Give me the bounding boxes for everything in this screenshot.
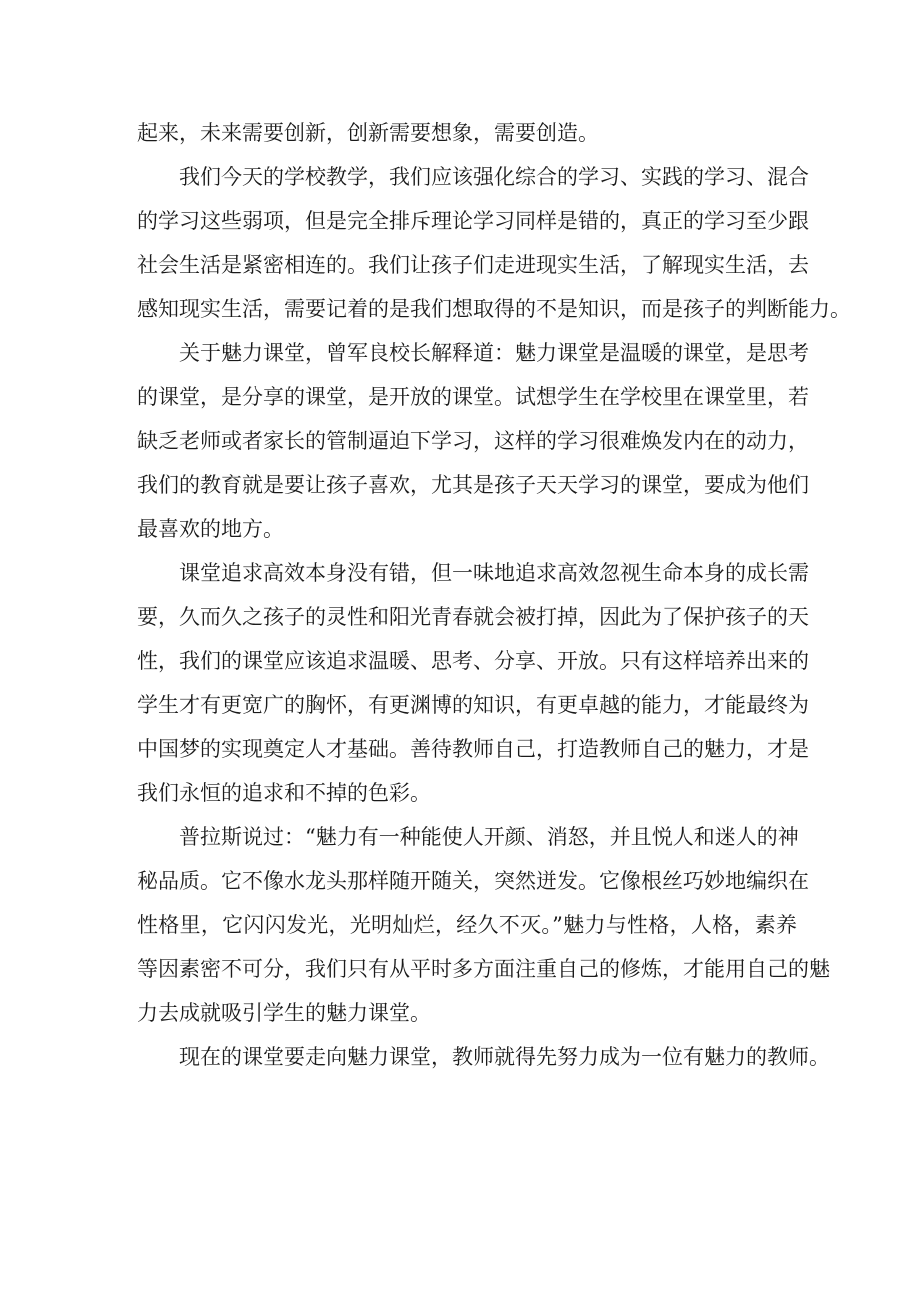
text-line: 要，久而久之孩子的灵性和阳光青春就会被打掉，因此为了保护孩子的天 <box>137 605 809 629</box>
text-line: 感知现实生活，需要记着的是我们想取得的不是知识，而是孩子的判断能力。 <box>137 297 851 321</box>
text-line: 我们永恒的追求和不掉的色彩。 <box>137 781 431 805</box>
text-line: 缺乏老师或者家长的管制逼迫下学习，这样的学习很难焕发内在的动力， <box>137 429 809 453</box>
text-line: 性格里，它闪闪发光，光明灿烂，经久不灭。”魅力与性格，人格，素养 <box>137 913 797 937</box>
paragraph <box>137 815 830 1035</box>
text-line: 普拉斯说过：“魅力有一种能使人开颜、消怒，并且悦人和迷人的神 <box>179 825 799 849</box>
text-line: 的课堂，是分享的课堂，是开放的课堂。试想学生在学校里在课堂里，若 <box>137 385 809 409</box>
text-line: 我们的教育就是要让孩子喜欢，尤其是孩子天天学习的课堂，要成为他们 <box>137 473 809 497</box>
text-line: 现在的课堂要走向魅力课堂，教师就得先努力成为一位有魅力的教师。 <box>179 1045 830 1069</box>
text-line: 关于魅力课堂，曾军良校长解释道：魅力课堂是温暖的课堂，是思考 <box>179 341 809 365</box>
text-line: 社会生活是紧密相连的。我们让孩子们走进现实生活，了解现实生活，去 <box>137 253 809 277</box>
text-line: 课堂追求高效本身没有错，但一味地追求高效忽视生命本身的成长需 <box>179 561 809 585</box>
text-line: 秘品质。它不像水龙头那样随开随关，突然迸发。它像根丝巧妙地编织在 <box>137 869 809 893</box>
text-line: 等因素密不可分，我们只有从平时多方面注重自己的修炼，才能用自己的魅 <box>137 957 830 981</box>
text-line: 中国梦的实现奠定人才基础。善待教师自己，打造教师自己的魅力，才是 <box>137 737 809 761</box>
document-page <box>137 111 851 1079</box>
paragraph <box>137 331 809 551</box>
text-line: 起来，未来需要创新，创新需要想象，需要创造。 <box>137 121 599 145</box>
text-line: 性，我们的课堂应该追求温暖、思考、分享、开放。只有这样培养出来的 <box>137 649 809 673</box>
paragraph <box>137 551 809 815</box>
paragraph <box>137 111 797 155</box>
text-line: 的学习这些弱项，但是完全排斥理论学习同样是错的，真正的学习至少跟 <box>137 209 809 233</box>
paragraph <box>137 1035 830 1079</box>
text-line: 最喜欢的地方。 <box>137 517 284 541</box>
paragraph <box>137 155 851 331</box>
text-line: 我们今天的学校教学，我们应该强化综合的学习、实践的学习、混合 <box>179 165 809 189</box>
text-line: 学生才有更宽广的胸怀，有更渊博的知识，有更卓越的能力，才能最终为 <box>137 693 809 717</box>
text-line: 力去成就吸引学生的魅力课堂。 <box>137 1001 431 1025</box>
